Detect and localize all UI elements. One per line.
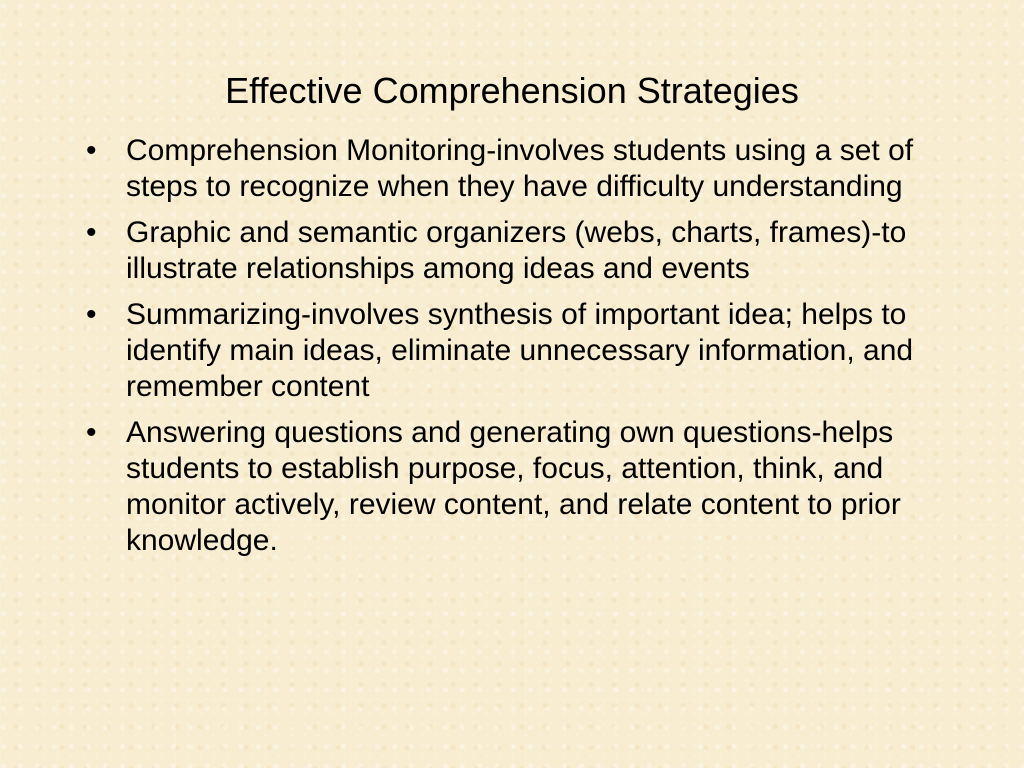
bullet-icon: • xyxy=(86,416,97,449)
bullet-text: Graphic and semantic organizers (webs, charts, frames)-to illustrate relationships among ideas and events xyxy=(126,216,907,285)
bullet-text: Answering questions and generating own questions-helps students to establish purpose, focus, attention, think, and monitor actively, review content, and relate content to prior knowledge. xyxy=(126,416,901,557)
bullet-item xyxy=(82,297,942,405)
bullet-icon: • xyxy=(86,134,97,167)
bullet-list xyxy=(82,133,942,569)
bullet-text: Comprehension Monitoring-involves students using a set of steps to recognize when they have difficulty understanding xyxy=(126,134,914,203)
bullet-item xyxy=(82,133,942,205)
bullet-icon: • xyxy=(86,216,97,249)
bullet-item xyxy=(82,415,942,559)
bullet-item xyxy=(82,215,942,287)
bullet-icon: • xyxy=(86,298,97,331)
bullet-text: Summarizing-involves synthesis of important idea; helps to identify main ideas, eliminate unnecessary information, and remember content xyxy=(126,298,914,403)
slide-title: Effective Comprehension Strategies xyxy=(225,70,799,111)
